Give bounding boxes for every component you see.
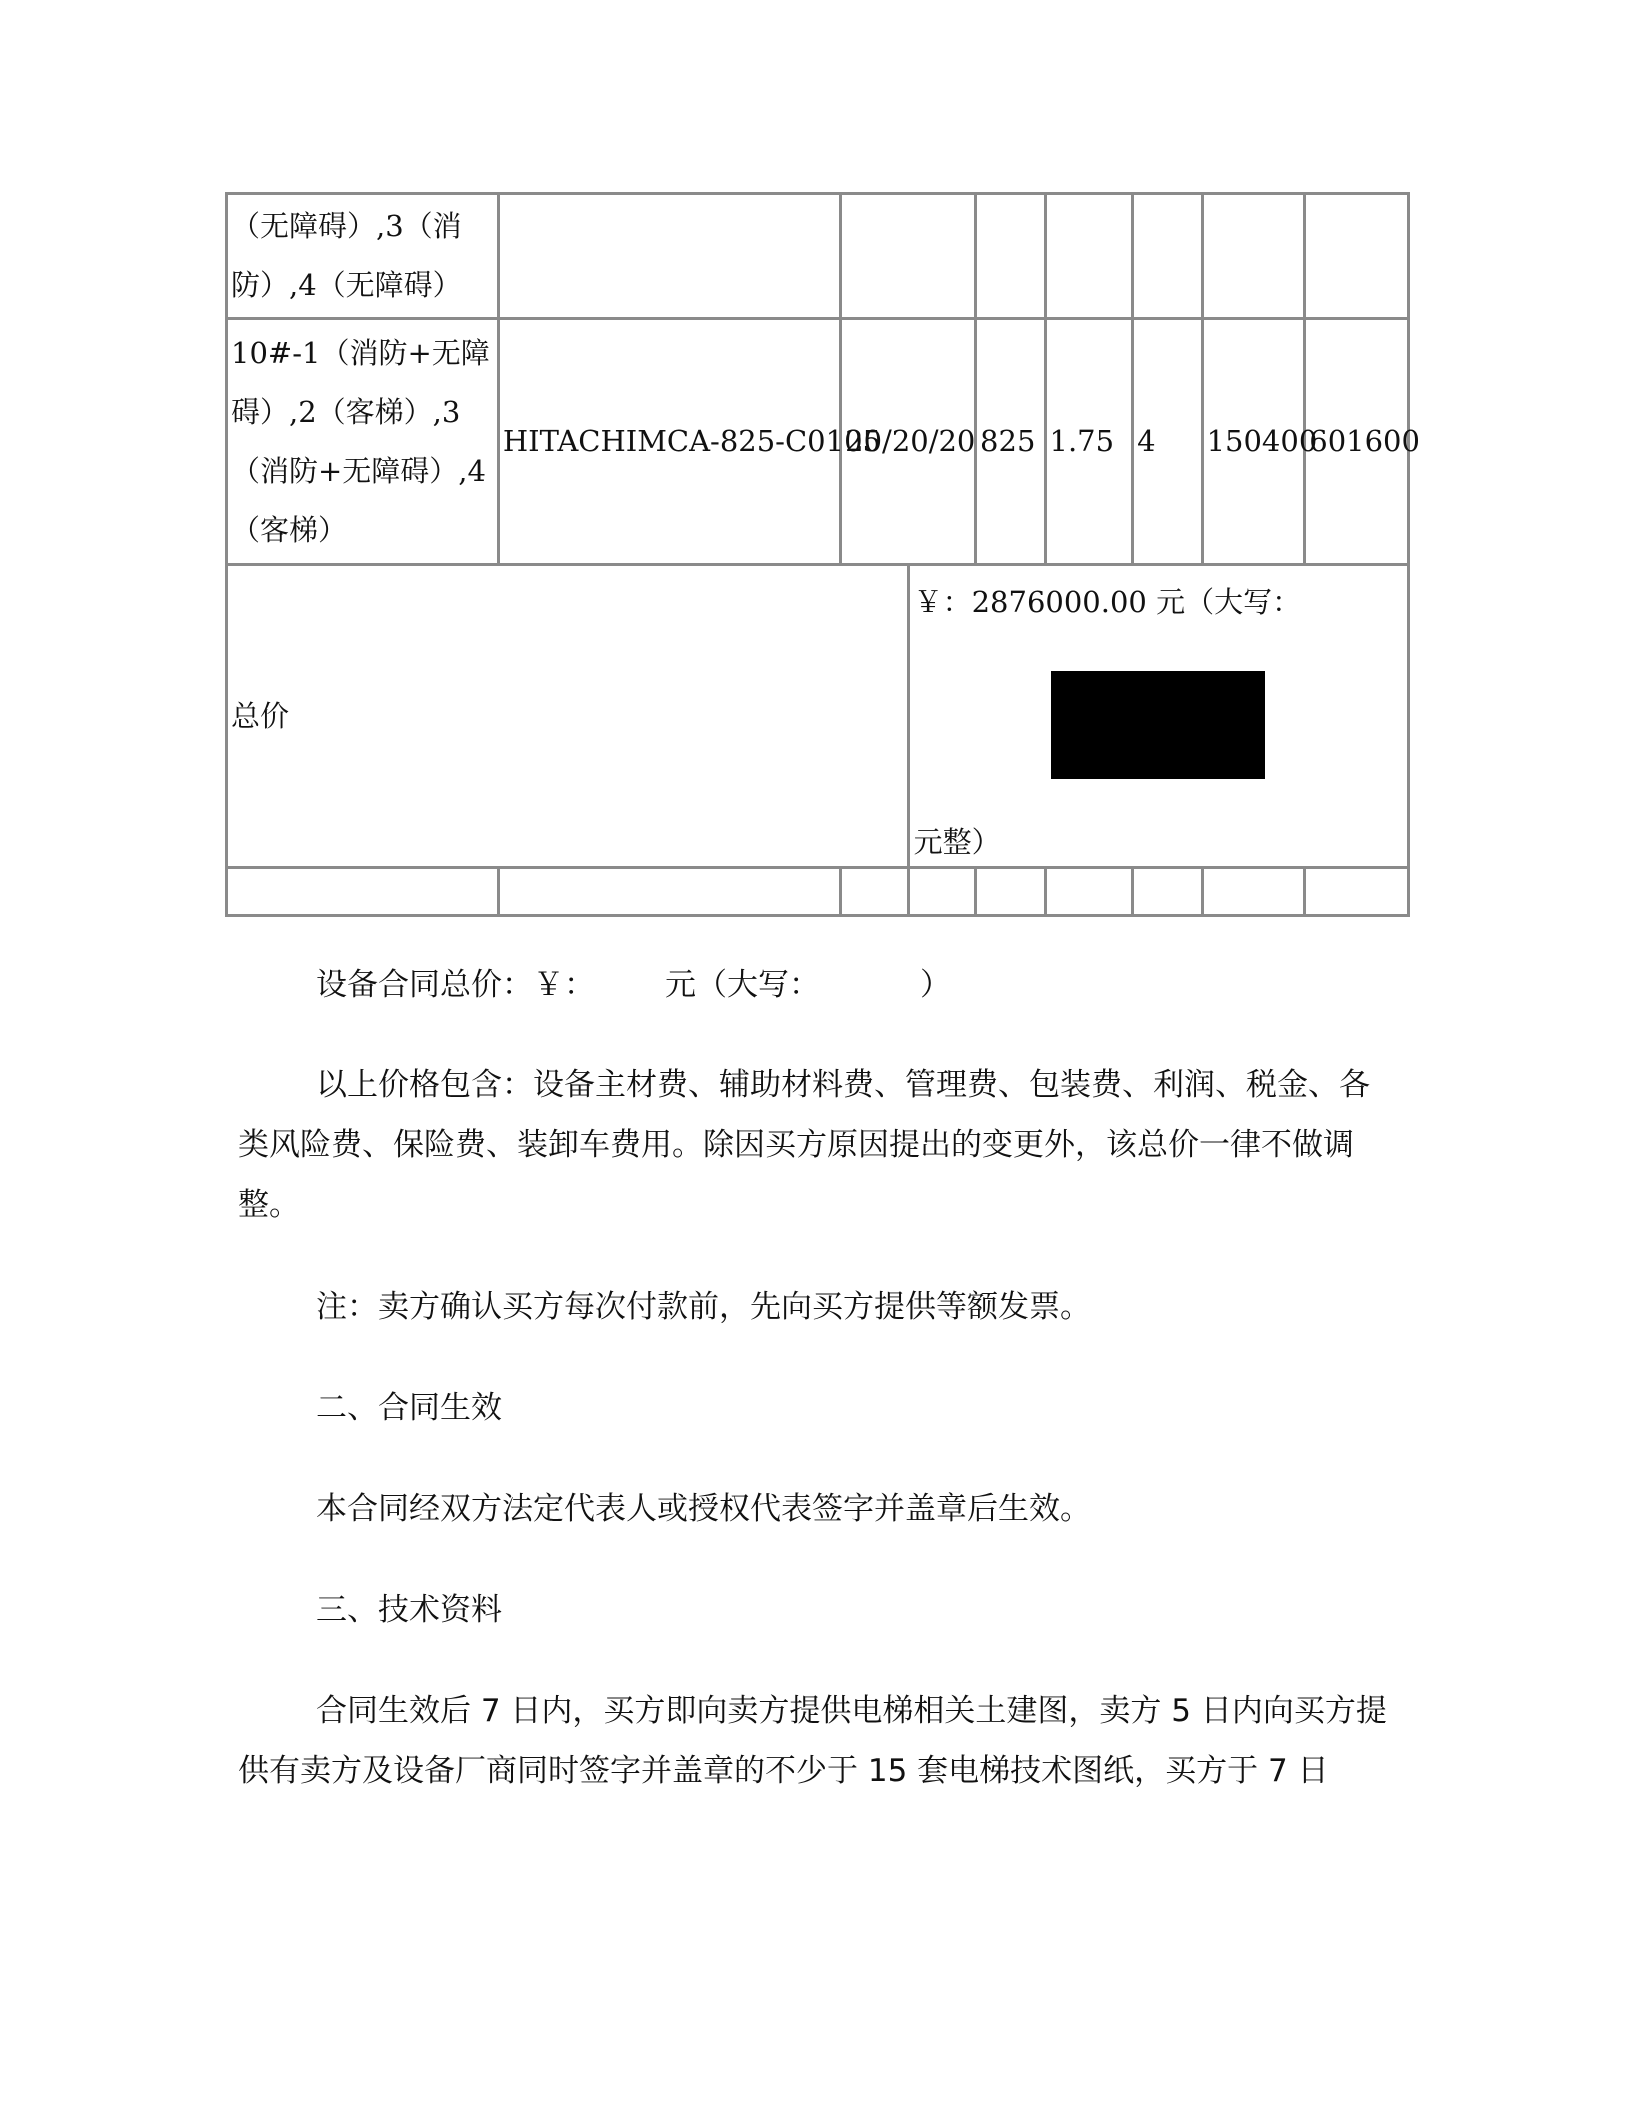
subtotal-cell: 601600 <box>1305 319 1409 565</box>
floors-cell <box>841 194 976 319</box>
contract-total-label: 设备合同总价：￥： <box>316 967 595 1003</box>
total-amount-text: ￥：2876000.00 元（大写： <box>913 585 1302 619</box>
empty-cell <box>1133 868 1202 916</box>
section-body: 本合同经双方法定代表人或授权代表签字并盖章后生效。 <box>316 1491 1091 1527</box>
empty-cell <box>1305 868 1409 916</box>
load-cell <box>976 194 1045 319</box>
unit-price-cell: 150400 <box>1202 319 1305 565</box>
table-row <box>227 194 1409 319</box>
section-heading: 三、技术资料 <box>316 1592 502 1628</box>
table-row <box>227 868 1409 916</box>
total-value-cell <box>908 565 1408 868</box>
qty-cell: 4 <box>1133 319 1202 565</box>
empty-cell <box>1045 868 1133 916</box>
redaction-block <box>1051 671 1265 779</box>
equipment-price-table <box>225 192 1420 917</box>
total-amount-end-text: 元整） <box>913 825 1001 859</box>
load-cell: 825 <box>976 319 1045 565</box>
model-cell <box>498 194 840 319</box>
empty-cell <box>976 868 1045 916</box>
empty-cell <box>908 868 975 916</box>
model-cell: HITACHIMCA-825-C0105 <box>498 319 840 565</box>
location-cell: 10#-1（消防+无障碍）,2（客梯）,3（消防+无障碍）,4（客梯） <box>227 319 499 565</box>
empty-cell <box>1202 868 1305 916</box>
subtotal-cell <box>1305 194 1409 319</box>
contract-total-line <box>316 955 1396 1015</box>
total-row <box>227 565 1409 868</box>
table-row <box>227 319 1409 565</box>
price-includes-paragraph: 以上价格包含：设备主材费、辅助材料费、管理费、包装费、利润、税金、各类风险费、保险费、装卸车费用。除因买方原因提出的变更外，该总价一律不做调整。 <box>238 1067 1370 1223</box>
contract-total-close: ） <box>920 967 951 1003</box>
total-label: 总价 <box>227 565 909 868</box>
location-cell: （无障碍）,3（消防）,4（无障碍） <box>227 194 499 319</box>
floors-cell: 20/20/20 <box>841 319 976 565</box>
speed-cell: 1.75 <box>1045 319 1133 565</box>
invoice-note: 注：卖方确认买方每次付款前，先向买方提供等额发票。 <box>316 1289 1091 1325</box>
contract-total-currency-text: 元（大写： <box>665 967 820 1003</box>
speed-cell <box>1045 194 1133 319</box>
empty-cell <box>498 868 840 916</box>
empty-cell <box>227 868 499 916</box>
section-heading: 二、合同生效 <box>316 1390 502 1426</box>
empty-cell <box>841 868 908 916</box>
qty-cell <box>1133 194 1202 319</box>
unit-price-cell <box>1202 194 1305 319</box>
section-body: 合同生效后 7 日内，买方即向卖方提供电梯相关土建图，卖方 5 日内向买方提供有卖方及设备厂商同时签字并盖章的不少于 15 套电梯技术图纸，买方于 7 日 <box>238 1693 1387 1789</box>
